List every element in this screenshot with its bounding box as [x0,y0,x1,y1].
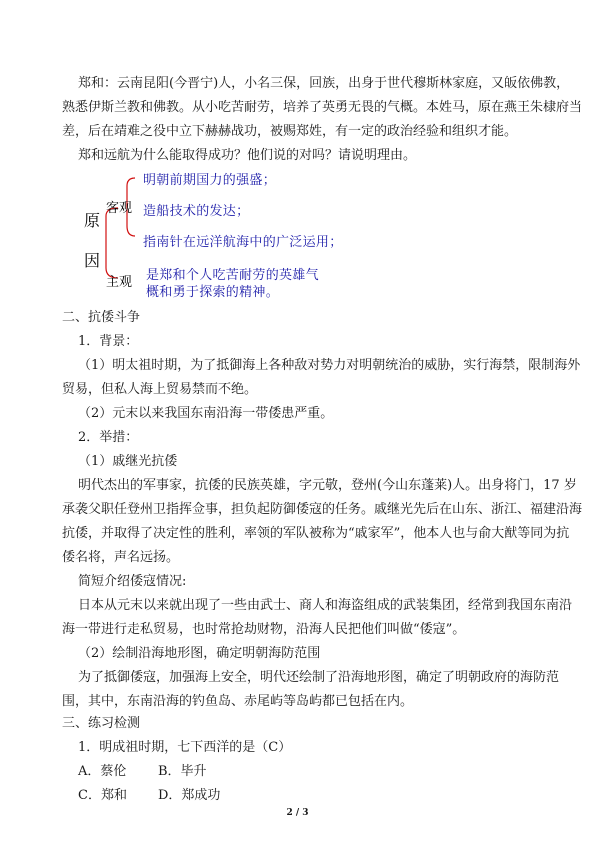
measure-1-line-4: 倭名将，声名远扬。 [62,550,180,565]
measure-2-line-2: 围，其中，东南沿海的钓鱼岛、赤尾屿等岛屿都已包括在内。 [62,694,414,709]
root-char-2: 因 [84,251,101,270]
measure-1-line-2: 承袭父职任登州卫指挥佥事，担负起防御倭寇的任务。戚继光先后在山东、浙江、福建沿海 [62,502,583,517]
intro-line-3: 差，后在靖难之役中立下赫赫战功，被赐郑姓，有一定的政治经验和组织才能。 [62,124,518,139]
measure-1-line-3: 抗倭，并取得了决定性的胜利，率领的军队被称为“戚家军”，他本人也与俞大猷等同为抗 [62,526,570,541]
reason-2: 造船技术的发达； [143,204,250,219]
objective-label: 客观 [106,201,133,216]
reason-4-line-2: 概和勇于探索的精神。 [146,285,280,300]
measure-1-line-1: 明代杰出的军事家，抗倭的民族英雄，字元敬，登州(今山东蓬莱)人。出身将门，17 岁 [78,478,577,493]
reason-1: 明朝前期国力的强盛； [143,173,277,188]
wokou-heading: 简短介绍倭寇情况: [78,574,187,589]
option-d: D．郑成功 [158,788,221,803]
question-1: 1．明成祖时期，七下西洋的是（C） [78,740,292,755]
root-bracket [106,208,118,278]
question-line: 郑和远航为什么能取得成功？他们说的对吗？请说明理由。 [78,148,417,163]
section-2-heading: 二、抗倭斗争 [62,310,141,325]
background-1-line-2: 贸易，但私人海上贸易禁而不绝。 [62,382,258,397]
reason-4-line-1: 是郑和个人吃苦耐劳的英雄气 [146,268,319,283]
wokou-line-1: 日本从元末以来就出现了一些由武士、商人和海盗组成的武装集团，经常到我国东南沿 [78,598,573,613]
wokou-line-2: 海一带进行走私贸易，也时常抢劫财物，沿海人民把他们叫做“倭寇”。 [62,622,466,637]
root-char-1: 原 [84,211,101,230]
reasons-diagram [78,160,378,300]
option-b: B．毕升 [158,764,207,779]
option-c: C．郑和 [78,788,127,803]
subjective-label: 主观 [106,275,133,290]
measure-1-heading: （1）戚继光抗倭 [78,454,178,469]
intro-line-2: 熟悉伊斯兰教和佛教。从小吃苦耐劳，培养了英勇无畏的气概。本姓马，原在燕王朱棣府当 [62,100,583,115]
measure-2-line-1: 为了抵御倭寇，加强海上安全，明代还绘制了沿海地形图，确定了明朝政府的海防范 [78,670,560,685]
background-2: （2）元末以来我国东南沿海一带倭患严重。 [78,406,334,421]
reason-3: 指南针在远洋航海中的广泛运用； [143,235,343,250]
intro-line-1: 郑和：云南昆阳(今晋宁)人，小名三保，回族，出身于世代穆斯林家庭，又皈依佛教， [78,76,570,91]
measure-2-heading: （2）绘制沿海地形图，确定明朝海防范围 [78,646,321,661]
section-3-heading: 三、练习检测 [62,716,141,731]
measures-heading: 2．举措： [78,430,139,445]
option-a: A．蔡伦 [78,764,127,779]
background-1-line-1: （1）明太祖时期，为了抵御海上各种敌对势力对明朝统治的威胁，实行海禁，限制海外 [78,358,581,373]
background-heading: 1．背景： [78,334,139,349]
page-number: 2 / 3 [286,808,309,818]
